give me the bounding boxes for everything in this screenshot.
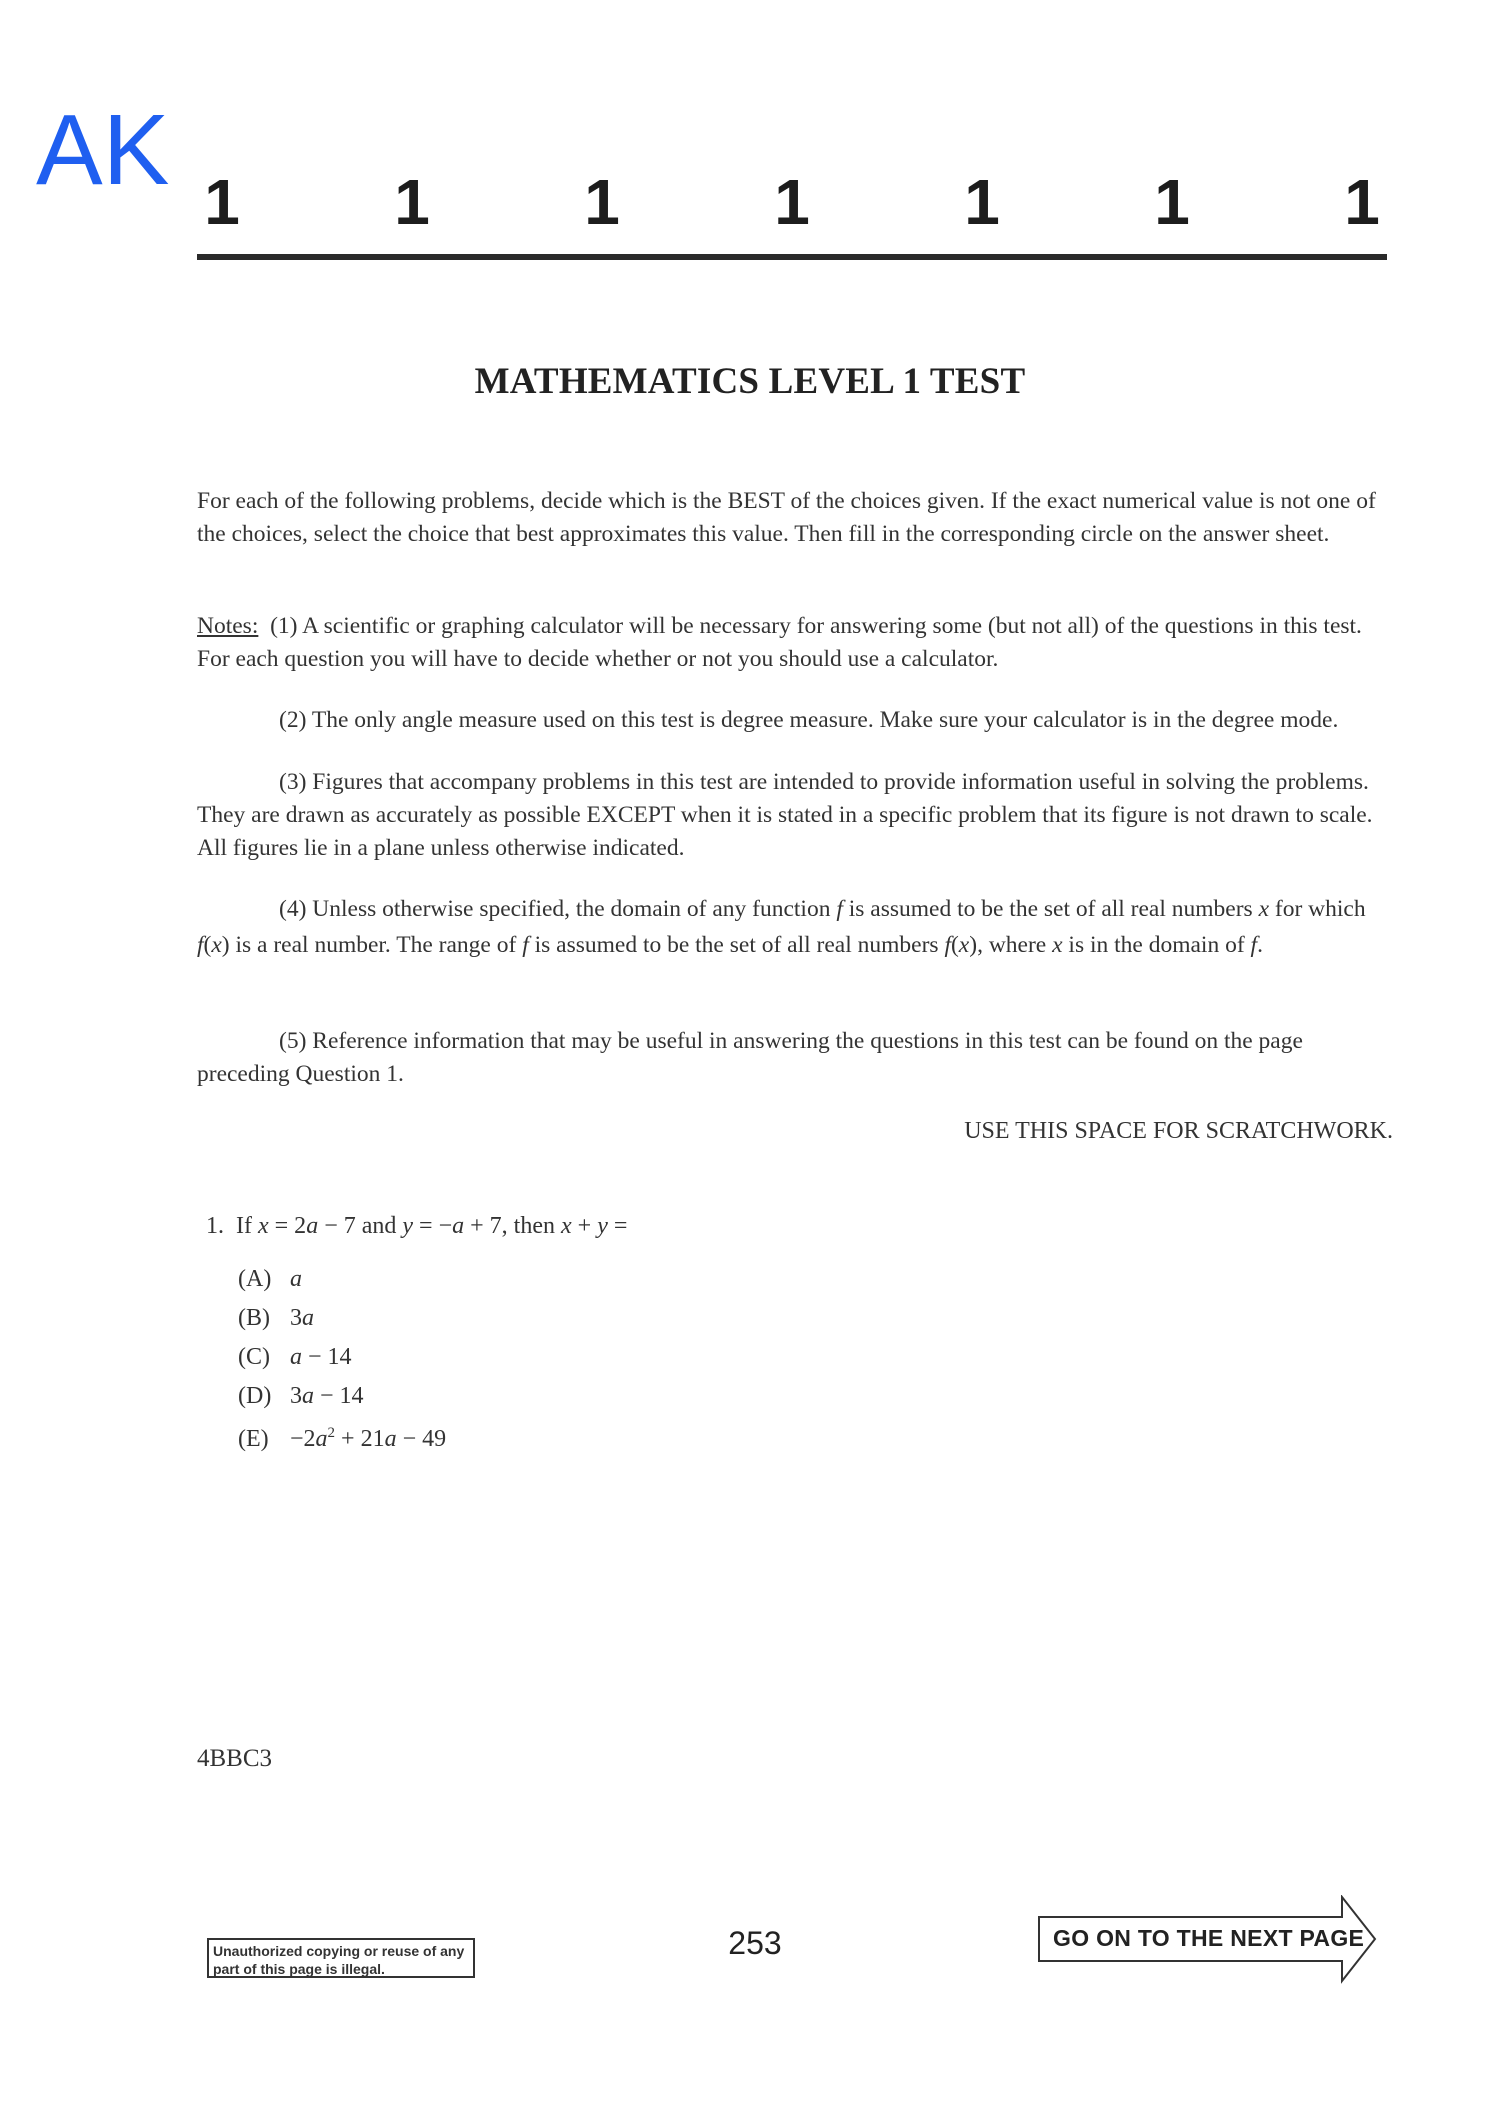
test-title: MATHEMATICS LEVEL 1 TEST xyxy=(474,361,1026,402)
question-text: , then xyxy=(501,1213,555,1239)
notes-label: Notes: xyxy=(197,613,259,639)
question-text: and xyxy=(361,1213,397,1239)
question-text: If xyxy=(236,1213,252,1239)
note-4-part: for which xyxy=(1274,896,1366,922)
question-1-stem: 1. If x = 2a − 7 and y = −a + 7, then x + y = xyxy=(206,1213,628,1239)
choice-e[interactable]: $(E) -2a^2 + 21a - 49$ xyxy=(238,1425,447,1452)
next-page-label: GO ON TO THE NEXT PAGE xyxy=(1053,1925,1365,1951)
note-2: (2) The only angle measure used on this test is degree measure. Make sure your calculator is in the degree mode. xyxy=(279,707,1339,733)
instructions-paragraph: For each of the following problems, decide which is the BEST of the choices given. If the exact numerical value is not one of the choices, select the choice that best approximates this value. Then fill in the corresponding circle on the answer sheet. xyxy=(197,488,1376,547)
choice-a[interactable]: (A) a xyxy=(238,1266,302,1292)
section-number: 1 xyxy=(394,166,430,238)
note-1 xyxy=(197,610,1392,676)
note-3: (3) Figures that accompany problems in this test are intended to provide information useful in solving the problems. They are drawn as accurately as possible EXCEPT when it is stated in a specific problem that its figure is not drawn to scale. All figures lie in a plane unless otherwise indicated. xyxy=(197,769,1373,861)
choice-label: (D) xyxy=(238,1383,272,1409)
section-number: 1 xyxy=(1344,166,1380,238)
choice-d[interactable]: (D) 3a − 14 xyxy=(238,1383,364,1409)
choice-label: (E) xyxy=(238,1426,269,1452)
section-number: 1 xyxy=(964,166,1000,238)
choice-b[interactable]: (B) 3a xyxy=(238,1305,314,1331)
note-4: (4) Unless otherwise specified, the domain of any function f is assumed to be the set of all real numbers x for which f(x) is a real number. The range of f is assumed to be the set of all real numbers f(x), where x is in the domain of f. xyxy=(197,896,1366,958)
note-1-text: (1) A scientific or graphing calculator will be necessary for answering some (but not all) of the questions in this test. For each question you will have to decide whether or not you should use a calculator. xyxy=(197,613,1362,672)
choice-c[interactable]: (C) a − 14 xyxy=(238,1344,352,1370)
page-number: 253 xyxy=(728,1925,782,1961)
section-number: 1 xyxy=(584,166,620,238)
choice-label: (A) xyxy=(238,1266,272,1292)
section-number: 1 xyxy=(774,166,810,238)
section-number: 1 xyxy=(204,166,240,238)
choice-label: (B) xyxy=(238,1305,270,1331)
next-page-arrow xyxy=(1037,1895,1377,1985)
note-5: (5) Reference information that may be useful in answering the questions in this test can be found on the page preceding Question 1. xyxy=(197,1028,1303,1087)
note-4-part: is a real number. The range of xyxy=(235,932,517,958)
question-number: 1. xyxy=(206,1213,224,1239)
choice-label: (C) xyxy=(238,1344,270,1370)
note-4-part: is assumed to be the set of all real numbers xyxy=(534,932,939,958)
form-code: 4BBC3 xyxy=(197,1745,273,1772)
copyright-notice: Unauthorized copying or reuse of any part of this page is illegal. xyxy=(207,1938,475,1978)
note-4-part: (4) Unless otherwise specified, the domain of any function xyxy=(279,896,831,922)
note-4-part: is in the domain of xyxy=(1068,932,1245,958)
note-4-part: , where xyxy=(977,932,1047,958)
header-rule xyxy=(197,254,1387,260)
ak-stamp: AK xyxy=(36,94,170,206)
section-number: 1 xyxy=(1154,166,1190,238)
scratchwork-label: USE THIS SPACE FOR SCRATCHWORK. xyxy=(964,1118,1393,1144)
note-4-part: is assumed to be the set of all real numbers xyxy=(848,896,1253,922)
